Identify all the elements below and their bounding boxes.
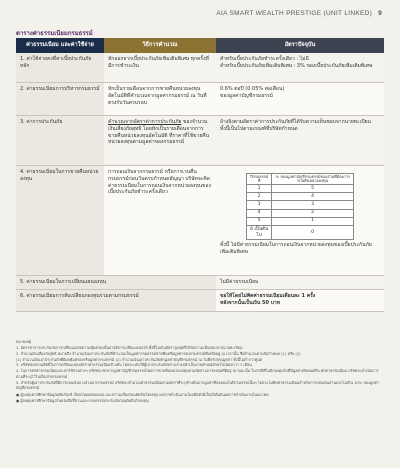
note-line: หมายเหตุ xyxy=(16,340,32,344)
row-label: 6. ค่าธรรมเนียมการสับเปลี่ยนกองทุนรวมตามกรมธรรม์ xyxy=(16,290,216,311)
col-header-method: วิธีการคำนวณ xyxy=(104,38,216,53)
surr-year: 5 xyxy=(247,217,272,225)
table-header xyxy=(16,38,384,53)
surr-pct: 0 xyxy=(272,226,354,240)
header-brand xyxy=(216,10,382,17)
rate-line: หลังจากนั้นเป็นเงิน 50 บาท xyxy=(220,299,280,306)
rate-line: 0.6% ต่อปี (0.05% ต่อเดือน) xyxy=(220,86,285,92)
surr-pct: 1 xyxy=(272,217,354,225)
footnotes xyxy=(16,340,384,404)
surr-pct: 5 xyxy=(272,185,354,193)
table-row xyxy=(16,276,384,290)
table-row xyxy=(16,290,384,312)
section-title: ตารางค่าธรรมเนียมกรมธรรม์ xyxy=(16,30,93,37)
row-label: 3. ค่าการประกันภัย xyxy=(16,116,104,165)
col-header-fee: ค่าธรรมเนียม และค่าใช้จ่าย xyxy=(16,38,104,53)
surrender-note: ทั้งนี้ ไม่มีค่าธรรมเนียมในการถอนเงินจากหน่วยลงทุนของเบี้ยประกันภัยเพิ่มเติมพิเศษ xyxy=(220,242,372,256)
row-method: หักออกจากเบี้ยประกันภัยเพิ่มเติมพิเศษ ทุกครั้งที่มีการชำระเงิน xyxy=(104,53,216,82)
note-line: (1) จำนวนเงินเอาประกันภัยที่มีผลคุ้มครองหรือมูลค่ากรมธรรม์ (2) จำนวนเงินเอาประกันภัยหักมูลค่าบัญชีกรมธรรม์ ณ วันที่ปรับปรุงมูลค่า ทั้งนี้ไม่ต่ำกว่าศูนย์ xyxy=(16,357,263,362)
table-row xyxy=(16,166,384,276)
row-rate xyxy=(216,83,384,115)
note-line: 2. จำนวนเงินเสี่ยงภัยสุทธิ หมายถึง จำนวนเงินเอาประกันภัยที่คำนวณเป็นมูลค่ากรมธรรม์ขายคืนหรือมูลค่าของกรมธรรม์ที่เหลืออยู่ ณ เวลานั้น ซึ่งคำนวณตามข้อกำหนด (1) หรือ (2) xyxy=(16,351,301,356)
bullet-text: ผู้ลงทุนควรศึกษาข้อมูลในหนังสือชี้ชวนและกรมธรรม์ประกันภัยก่อนตัดสินใจลงทุน xyxy=(20,398,149,403)
surr-head-year: ปีกรมธรรม์ที่ xyxy=(247,174,272,185)
rate-line: ขอให้โดยไม่คิดค่าธรรมเนียมเดือนละ 1 ครั้ง xyxy=(220,293,316,299)
insurance-rate-link: คำนวณจากอัตราค่าการประกันภัย xyxy=(108,119,182,125)
bullet-line: ● ผู้ลงทุนควรศึกษาข้อมูลผลิตภัณฑ์ เงื่อนไขผลตอบแทน และความเสี่ยงก่อนตัดสินใจลงทุน ผลการดำเนินงานในอดีตมิได้เป็นสิ่งยืนยันผลการดำเนินงานในอนาคต xyxy=(16,392,269,397)
surr-year: 2 xyxy=(247,193,272,201)
page-number: 9 xyxy=(378,10,382,17)
note-line: 4. ในการหักค่าธรรมเนียมและค่าใช้จ่ายต่างๆ บริษัทจะหักจากมูลค่าบัญชีกรมธรรม์โดยการขายคืนหน่วยลงทุนตามสัดส่วนการลงทุนที่มีอยู่ ณ ขณะนั้น ในกรณีที่ไม่มีกองทุนใดที่มีมูลค่าเพียงพอที่จะหักค่าธรรมเนียม บริษัทจะดำเนินการตามที่ระบุไว้ในเงื่อนไขกรมธรรม์ xyxy=(16,369,379,379)
table-row xyxy=(247,201,354,209)
row-rate xyxy=(216,53,384,82)
surr-head-pct: % ของมูลค่าบัญชีกรมธรรม์ของส่วนที่ต้องการขายคืนหน่วยลงทุน xyxy=(272,174,354,185)
bullet-line: ● ผู้ลงทุนควรศึกษาข้อมูลในหนังสือชี้ชวนและกรมธรรม์ประกันภัยก่อนตัดสินใจลงทุน xyxy=(16,398,149,403)
bullet-text: ผู้ลงทุนควรศึกษาข้อมูลผลิตภัณฑ์ เงื่อนไขผลตอบแทน และความเสี่ยงก่อนตัดสินใจลงทุน ผลการดำเนินงานในอดีตมิได้เป็นสิ่งยืนยันผลการดำเนินงานในอนาคต xyxy=(20,392,269,397)
row-method: หักเป็นรายเดือนจากการขายคืนหน่วยลงทุน อัตโนมัติที่คำนวณจากมูลค่ากรมธรรม์ ณ วันที่ตรงกับวันครบรอบ xyxy=(104,83,216,115)
table-row xyxy=(247,185,354,193)
rate-line: ของมูลค่าบัญชีกรมธรรม์ xyxy=(220,92,273,99)
surr-year: 4 xyxy=(247,209,272,217)
surr-pct: 4 xyxy=(272,193,354,201)
surr-pct: 3 xyxy=(272,201,354,209)
fee-table xyxy=(16,38,384,312)
row-label: 4. ค่าธรรมเนียมในการขายคืนหน่วยลงทุน xyxy=(16,166,104,275)
note-line: 5. สำหรับผู้เอาประกันภัยที่มีการถอนเงินบางส่วนจากกรมธรรม์ บริษัทจะคำนวณค่าธรรมเนียมตามอัตราที่ระบุข้างต้นจากมูลค่าที่ขอถอนในปีกรมธรรม์นั้นๆ โดยจะไม่คิดค่าธรรมเนียมสำหรับการถอนเงินส่วนแรกไม่เกิน 10% ของมูลค่าบัญชีกรมธรรม์ xyxy=(16,380,380,390)
note-line: 1. อัตราค่าการประกันภัยการเปลี่ยนแปลงความคุ้มครองขั้นอาจมีการเปลี่ยนแปลงได้ ทั้งนี้ไม่เกินอัตราสูงสุดที่ได้รับความเห็นชอบจากนายทะเบียน xyxy=(16,345,243,350)
col-header-rate: อัตราปัจจุบัน xyxy=(216,38,384,53)
row-label: 5. ค่าธรรมเนียมในการเปลี่ยนแผนลงทุน xyxy=(16,276,216,289)
row-rate xyxy=(216,166,384,275)
row-label: 1. ค่าใช้จ่ายคงที่ค่าเบี้ยประกันภัยหลัก xyxy=(16,53,104,82)
note-line: 3. บริษัทขอสงวนสิทธิ์ในการเปลี่ยนแปลงอัตราค่าธรรมเนียมข้างต้น โดยจะแจ้งให้ผู้เอาประกันภัยทราบล่วงหน้าเป็นลายลักษณ์อักษรไม่น้อยกว่า 1 เดือน xyxy=(16,363,252,368)
surrender-fee-table xyxy=(246,173,354,240)
row-rate: อ้างอิงตามอัตราค่าการประกันภัยที่ได้รับความเห็นชอบจากนายทะเบียน ทั้งนี้เป็นไปตามเกณฑ์ที่บริษัทกำหนด xyxy=(216,116,384,165)
surr-year: 1 xyxy=(247,185,272,193)
table-row xyxy=(16,83,384,116)
surr-pct: 2 xyxy=(272,209,354,217)
table-row xyxy=(247,217,354,225)
table-row xyxy=(16,53,384,83)
row-method xyxy=(104,116,216,165)
rate-line: สำหรับเบี้ยประกันภัยชำระครั้งเดียว : ไม่มี xyxy=(220,56,309,62)
surr-year: 6 เป็นต้นไป xyxy=(247,226,272,240)
row-rate xyxy=(216,290,384,311)
rate-line: สำหรับเบี้ยประกันภัยเพิ่มเติมพิเศษ : 3% ของเบี้ยประกันภัยเพิ่มเติมพิเศษ xyxy=(220,62,373,69)
table-row xyxy=(247,209,354,217)
surr-year: 3 xyxy=(247,201,272,209)
table-row xyxy=(247,226,354,240)
row-label: 2. ค่าธรรมเนียมการบริหารกรมธรรม์ xyxy=(16,83,104,115)
row-method: การถอนเงินจากกรมธรรม์ หรือการเวนคืนกรมธรรม์ก่อนวันครบกำหนดสัญญา บริษัทจะคิดค่าธรรมเนียมในการถอนเงินจากหน่วยลงทุนของเบี้ยประกันภัยชำระครั้งเดียว xyxy=(104,166,216,275)
table-row xyxy=(247,193,354,201)
brand-text: AIA SMART WEALTH PRESTIGE (UNIT LINKED) xyxy=(216,10,373,17)
method-text: ของจำนวนเงินเสี่ยงภัยสุทธิ โดยหักเป็นรายเดือนจากการขายคืนหน่วยลงทุนอัตโนมัติ ที่ราคาที่ใช้ขายคืนหน่วยลงทุนตามมูลค่าของกรมธรรม์ xyxy=(108,119,210,146)
table-row xyxy=(16,116,384,166)
row-rate: ไม่มีค่าธรรมเนียม xyxy=(216,276,384,289)
